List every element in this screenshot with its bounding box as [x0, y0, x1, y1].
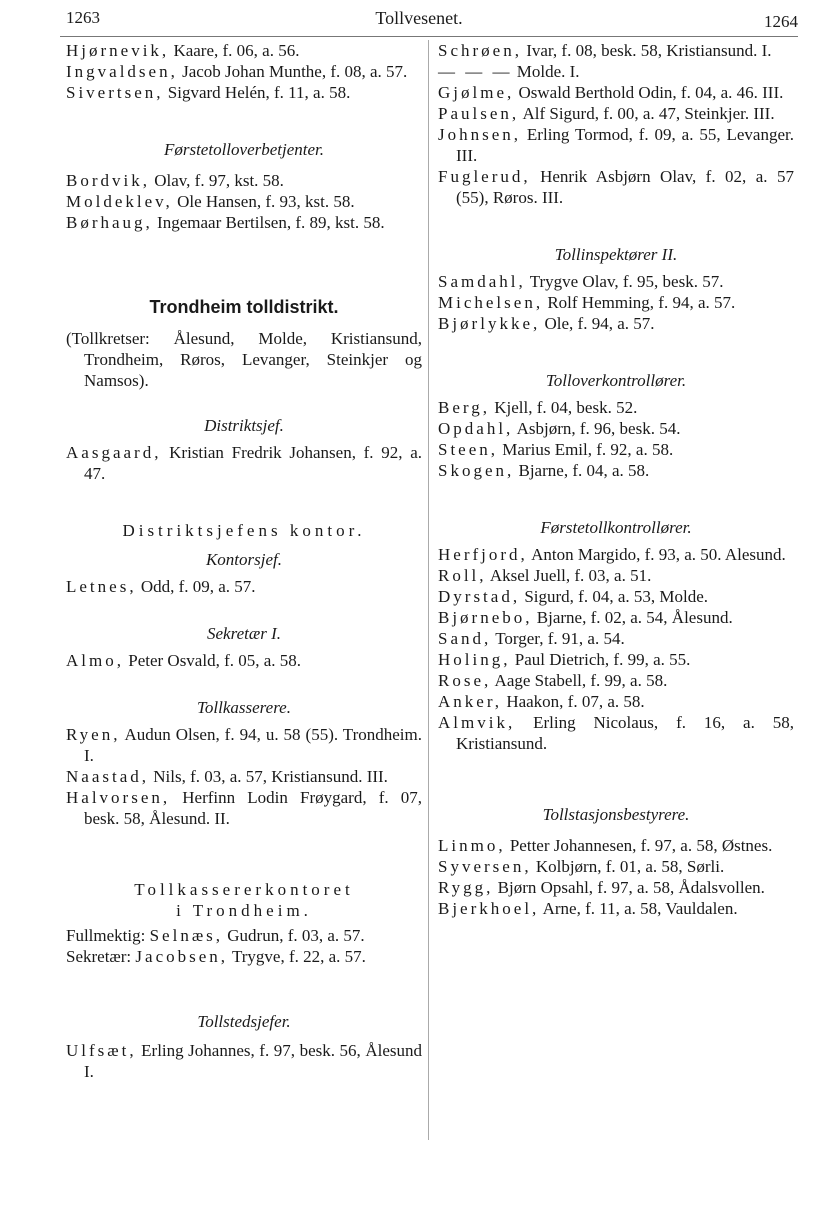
- forste-heading: Førstetolloverbetjenter.: [163, 140, 325, 159]
- entry-details: Erling Nicolaus, f. 16, a. 58, Kristiansund.: [456, 713, 794, 753]
- entry-details: Erling Johannes, f. 97, besk. 56, Ålesund I.: [84, 1041, 422, 1081]
- entry-details: Arne, f. 11, a. 58, Vauldalen.: [539, 899, 738, 918]
- entry-surname: Steen,: [438, 440, 499, 459]
- entry-surname: Letnes,: [66, 577, 137, 596]
- entry-surname: Fuglerud,: [438, 167, 531, 186]
- entry-surname: Almo,: [66, 651, 124, 670]
- entry-surname: Samdahl,: [438, 272, 526, 291]
- distriktsjef-entries: [66, 442, 422, 484]
- entry-surname: — — —: [438, 62, 513, 81]
- directory-entry: [66, 442, 422, 484]
- directory-entry: [438, 565, 794, 586]
- directory-entry: [438, 898, 794, 919]
- stasjonsbestyrere-heading: Tollstasjonsbestyrere.: [542, 805, 690, 824]
- entry-surname: Moldeklev,: [66, 192, 173, 211]
- entry-surname: Syversen,: [438, 857, 532, 876]
- entry-surname: Ingvaldsen,: [66, 62, 178, 81]
- entry-surname: Bjerkhoel,: [438, 899, 540, 918]
- directory-entry: [438, 544, 794, 565]
- directory-entry: [438, 82, 794, 103]
- entry-details: Oswald Berthold Odin, f. 04, a. 46. III.: [514, 83, 784, 102]
- page-number-right: 1264: [764, 12, 798, 31]
- entry-details: Sigurd, f. 04, a. 53, Molde.: [520, 587, 709, 606]
- right-column: [438, 40, 794, 919]
- entry-surname: Linmo,: [438, 836, 506, 855]
- directory-entry: [438, 313, 794, 334]
- directory-entry: [66, 170, 422, 191]
- sekretaer-heading: Sekretær I.: [207, 624, 281, 643]
- kassererkontor-entries: [66, 925, 422, 967]
- entry-surname: Halvorsen,: [66, 788, 171, 807]
- entry-surname: Paulsen,: [438, 104, 520, 123]
- entry-surname: Sivertsen,: [66, 83, 164, 102]
- entry-details: Jacob Johan Munthe, f. 08, a. 57.: [177, 62, 408, 81]
- header-rule: [60, 36, 798, 37]
- entry-details: Erling Tormod, f. 09, a. 55, Levanger. III.: [456, 125, 794, 165]
- kontor-heading: Distriktsjefens kontor.: [122, 521, 366, 540]
- entry-surname: Naastad,: [66, 767, 150, 786]
- left-top-entries: [66, 40, 422, 103]
- overkontrollorer-heading: Tolloverkontrollører.: [545, 371, 687, 390]
- tollstedsjefer-heading: Tollstedsjefer.: [197, 1012, 291, 1031]
- entry-details: Bjarne, f. 02, a. 54, Ålesund.: [532, 608, 733, 627]
- directory-entry: [66, 724, 422, 766]
- entry-details: Ingemaar Bertilsen, f. 89, kst. 58.: [152, 213, 385, 232]
- entry-surname: Skogen,: [438, 461, 515, 480]
- entry-surname: Berg,: [438, 398, 490, 417]
- directory-entry: [438, 103, 794, 124]
- entry-details: Herfinn Lodin Frøygard, f. 07, besk. 58, Ålesund. II.: [84, 788, 422, 828]
- entry-details: Rolf Hemming, f. 94, a. 57.: [543, 293, 736, 312]
- entry-details: Gudrun, f. 03, a. 57.: [223, 926, 365, 945]
- directory-entry: [438, 397, 794, 418]
- directory-entry: [438, 460, 794, 481]
- entry-details: Odd, f. 09, a. 57.: [136, 577, 256, 596]
- forste-entries: [66, 170, 422, 233]
- entry-details: Nils, f. 03, a. 57, Kristiansund. III.: [149, 767, 388, 786]
- inspektorer-heading: Tollinspektører II.: [554, 245, 678, 264]
- directory-entry: [66, 650, 422, 671]
- entry-surname: Børhaug,: [66, 213, 153, 232]
- entry-details: Marius Emil, f. 92, a. 58.: [498, 440, 674, 459]
- entry-surname: Bordvik,: [66, 171, 150, 190]
- directory-entry: [66, 946, 422, 967]
- directory-entry: [438, 439, 794, 460]
- directory-entry: [438, 607, 794, 628]
- directory-entry: [438, 271, 794, 292]
- entry-surname: Herfjord,: [438, 545, 528, 564]
- left-column: [66, 40, 422, 1082]
- entry-surname: Schrøen,: [438, 41, 522, 60]
- directory-entry: [66, 82, 422, 103]
- entry-details: Bjarne, f. 04, a. 58.: [514, 461, 650, 480]
- directory-entry: [66, 766, 422, 787]
- directory-entry: [438, 418, 794, 439]
- entry-surname: Sand,: [438, 629, 492, 648]
- entry-surname: Hjørnevik,: [66, 41, 170, 60]
- forstekontrollorer-entries: [438, 544, 794, 754]
- entry-details: Aage Stabell, f. 99, a. 58.: [491, 671, 668, 690]
- entry-details: Paul Dietrich, f. 99, a. 55.: [510, 650, 691, 669]
- directory-entry: [66, 576, 422, 597]
- directory-entry: [438, 670, 794, 691]
- directory-entry: [438, 40, 794, 61]
- directory-entry: [438, 166, 794, 208]
- entry-surname: Selnæs,: [149, 926, 224, 945]
- entry-details: Asbjørn, f. 96, besk. 54.: [513, 419, 681, 438]
- directory-entry: [438, 649, 794, 670]
- entry-surname: Almvik,: [438, 713, 516, 732]
- entry-details: Haakon, f. 07, a. 58.: [502, 692, 645, 711]
- entry-details: Olav, f. 97, kst. 58.: [149, 171, 284, 190]
- kontorsjef-heading: Kontorsjef.: [205, 550, 283, 569]
- entry-surname: Anker,: [438, 692, 503, 711]
- directory-entry: [438, 691, 794, 712]
- entry-details: Henrik Asbjørn Olav, f. 02, a. 57 (55), Røros. III.: [456, 167, 794, 207]
- entry-details: Kolbjørn, f. 01, a. 58, Sørli.: [531, 857, 725, 876]
- directory-entry: [66, 787, 422, 829]
- entry-surname: Dyrstad,: [438, 587, 521, 606]
- stasjonsbestyrere-entries: [438, 835, 794, 919]
- directory-entry: [438, 856, 794, 877]
- entry-details: Anton Margido, f. 93, a. 50. Alesund.: [527, 545, 786, 564]
- entry-details: Ivar, f. 08, besk. 58, Kristiansund. I.: [521, 41, 772, 60]
- directory-entry: [66, 61, 422, 82]
- kassererkontor-heading-2: i Trondheim.: [176, 901, 312, 920]
- district-title: Trondheim tolldistrikt.: [149, 297, 339, 317]
- inspektorer-entries: [438, 271, 794, 334]
- directory-entry: [438, 586, 794, 607]
- entry-surname: Jacobsen,: [135, 947, 229, 966]
- entry-details: Aksel Juell, f. 03, a. 51.: [486, 566, 652, 585]
- entry-label: Fullmektig:: [66, 926, 150, 945]
- entry-surname: Rygg,: [438, 878, 494, 897]
- entry-details: Sigvard Helén, f. 11, a. 58.: [163, 83, 351, 102]
- entry-surname: Ryen,: [66, 725, 121, 744]
- right-top-entries: [438, 40, 794, 208]
- directory-entry: [438, 712, 794, 754]
- kontorsjef-entries: [66, 576, 422, 597]
- kasserere-heading: Tollkasserere.: [197, 698, 291, 717]
- directory-entry: [438, 835, 794, 856]
- sekretaer-entries: [66, 650, 422, 671]
- entry-surname: Rose,: [438, 671, 492, 690]
- directory-entry: [66, 191, 422, 212]
- entry-details: Petter Johannesen, f. 97, a. 58, Østnes.: [505, 836, 773, 855]
- entry-surname: Holing,: [438, 650, 511, 669]
- entry-surname: Johnsen,: [438, 125, 522, 144]
- entry-details: Kjell, f. 04, besk. 52.: [490, 398, 638, 417]
- entry-surname: Aasgaard,: [66, 443, 162, 462]
- entry-details: Audun Olsen, f. 94, u. 58 (55). Trondheim. I.: [84, 725, 422, 765]
- kasserere-entries: [66, 724, 422, 829]
- column-divider: [428, 40, 429, 1140]
- page-header: [0, 0, 838, 40]
- distriktsjef-heading: Distriktsjef.: [204, 416, 284, 435]
- forstekontrollorer-heading: Førstetollkontrollører.: [540, 518, 692, 537]
- tollstedsjefer-entries: [66, 1040, 422, 1082]
- directory-entry: [66, 40, 422, 61]
- entry-details: Molde. I.: [512, 62, 580, 81]
- directory-entry: [438, 877, 794, 898]
- entry-details: Ole, f. 94, a. 57.: [540, 314, 655, 333]
- running-title: Tollvesenet.: [375, 8, 463, 28]
- directory-entry: [438, 292, 794, 313]
- directory-entry: [66, 925, 422, 946]
- entry-surname: Roll,: [438, 566, 487, 585]
- entry-details: Kaare, f. 06, a. 56.: [169, 41, 300, 60]
- kassererkontor-heading-1: Tollkassererkontoret: [134, 880, 354, 899]
- entry-details: Trygve, f. 22, a. 57.: [228, 947, 366, 966]
- directory-entry: [438, 124, 794, 166]
- entry-details: Ole Hansen, f. 93, kst. 58.: [172, 192, 355, 211]
- directory-entry: [66, 1040, 422, 1082]
- entry-surname: Opdahl,: [438, 419, 514, 438]
- overkontrollorer-entries: [438, 397, 794, 481]
- entry-surname: Gjølme,: [438, 83, 515, 102]
- entry-surname: Ulfsæt,: [66, 1041, 137, 1060]
- entry-surname: Michelsen,: [438, 293, 544, 312]
- district-note: (Tollkretser: Ålesund, Molde, Kristiansund, Trondheim, Røros, Levanger, Steinkjer og Namsos).: [66, 329, 422, 390]
- entry-details: Trygve Olav, f. 95, besk. 57.: [525, 272, 724, 291]
- entry-details: Peter Osvald, f. 05, a. 58.: [123, 651, 302, 670]
- entry-details: Torger, f. 91, a. 54.: [491, 629, 625, 648]
- entry-label: Sekretær:: [66, 947, 136, 966]
- directory-entry: [438, 628, 794, 649]
- entry-surname: Bjørlykke,: [438, 314, 541, 333]
- entry-details: Kristian Fredrik Johansen, f. 92, a. 47.: [84, 443, 422, 483]
- directory-entry: [66, 212, 422, 233]
- entry-details: Bjørn Opsahl, f. 97, a. 58, Ådalsvollen.: [493, 878, 765, 897]
- entry-surname: Bjørnebo,: [438, 608, 533, 627]
- entry-details: Alf Sigurd, f. 00, a. 47, Steinkjer. III.: [519, 104, 775, 123]
- directory-entry: [438, 61, 794, 82]
- page-number-left: 1263: [66, 8, 100, 27]
